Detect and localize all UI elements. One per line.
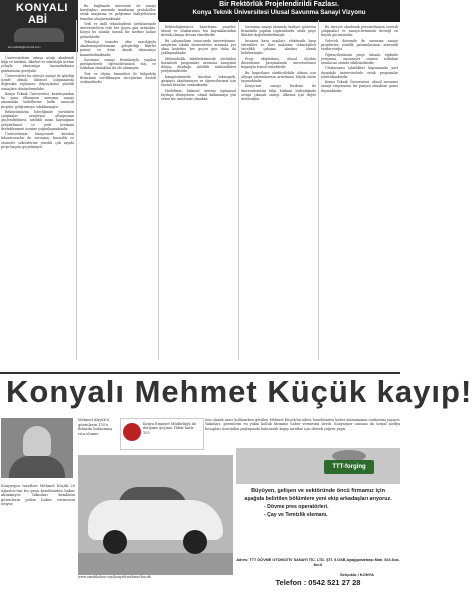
- article-column-5: [321, 25, 398, 366]
- missing-person-description: Konyaspor taraftarı Mehmet Küçük 28 Ağustos'tan bu yana kendisinden haber alınamıyor. Yakınları kendisini görenlerin polise haber vermesini istiyor.: [1, 484, 75, 507]
- missing-person-photo: [1, 418, 73, 478]
- paragraph: Bu bağlamda üniversite ile sanayi kuruluşları arasında imzalanan protokoller, ortak araştırma ve geliştirme faaliyetlerinin temelini oluşturmaktadır.: [80, 4, 156, 21]
- contact-text: Konya Emniyet Müdürlüğü ile iletişime geçiniz. İhbar hattı: 155: [143, 422, 197, 435]
- article-headline: [158, 0, 400, 22]
- paragraph: Rektörümüzün liderliğinde yürütülen çalışmalar; araştırma altyapısının güçlendirilmesi, nitelikli insan kaynağının yetiştirilmesi ve yerli üretimin desteklenmesi üzerine yoğunlaşmaktadır.: [1, 110, 74, 131]
- paragraph: İnsansız hava araçları, elektronik harp sistemleri ve ileri malzeme teknolojileri öncelikli çalışma alanları olarak belirlenmiştir.: [241, 38, 316, 56]
- road: [78, 553, 233, 575]
- paragraph: Kampüsümüzde kurulan teknopark, girişimci akademisyen ve öğrencilerimiz için önemli fırsatlar sunmaktadır.: [161, 74, 236, 88]
- paragraph: Rektörlüğümüzce hazırlanan projeler, ulusal ve uluslararası fon kaynaklarından destek almaya devam etmektedir.: [161, 25, 236, 38]
- ad-bullet: - Çay ve Temizlik elemanı.: [264, 512, 328, 518]
- paragraph: Test ve ölçüm hizmetleri ile bölgedeki firmaların sertifikasyon süreçlerine destek verilmektedir.: [80, 71, 156, 85]
- article-column-1: [1, 56, 74, 368]
- car-wheel: [103, 530, 127, 554]
- paragraph: Üniversitemiz bünyesinde kurulan laboratuvarlar ile savunma, havacılık ve otomotiv sektörlerine yönelik çok sayıda proje hayata geçirilmiştir.: [1, 132, 74, 149]
- news-paragraph: Son olarak aracı kullanırken görülen Mehmet Küçük'ün ailesi, kendisinden haber alamamanın endişesini yaşıyor. Yakınları, görenlerin en yakın kolluk birimine haber vermesini istedi. Konyaspor camiası da sosyal medya hesapları üzerinden paylaşımda bulunarak kayıp taraftar için destek çağrısı yaptı.: [205, 418, 400, 431]
- paragraph: Mühendislik fakültelerimizde yürütülen lisansüstü programlar, savunma sanayinin ihtiyaç duyduğu nitelikli mühendisleri yetiştirmektedir.: [161, 56, 236, 74]
- ad-city: Selçuklu / KONYA: [340, 572, 374, 577]
- paragraph: Üniversitelerin ortaya attığı akademik bilgi ve birikimi, fikirleri ve teknolojik üretim yoluyla ekonomiye kazandırılması günümüzün gereğidir.: [1, 56, 74, 73]
- headline-line2: Konya Teknik Üniversitesi Ulusal Savunma Sanayi Vizyonu: [192, 9, 366, 16]
- ad-line2: aşağıda belirtilen bölümlere yeni ekip arkadaşları arıyoruz.: [244, 496, 392, 502]
- article-column-4: [241, 25, 316, 366]
- paragraph: Öğrencilerimizin proje tabanlı eğitimle yetişmesi, mezuniyet sonrası istihdam oranlarını olumlu etkilemektedir.: [321, 52, 398, 65]
- ad-body: [236, 488, 400, 519]
- photo-caption: www.ornekhaber.com/konyali-mehmet-kucuk: [78, 575, 151, 579]
- person-head: [23, 426, 51, 456]
- ad-header-image: [236, 448, 400, 484]
- columnist-logo: [0, 0, 78, 52]
- column-divider: [238, 20, 239, 360]
- column-divider: [318, 20, 319, 360]
- paragraph: Savunma sanayi alanında faaliyet gösteren firmalarla yapılan toplantılarda ortak proje fikirleri değerlendirilmiştir.: [241, 25, 316, 38]
- logo-email: konyaliabi@hotmail.com: [8, 45, 41, 49]
- ad-address: Adres: TTT DÖVME OTOMOTİV SANAYİ TİC. LTD. ŞTİ. 5.OSB Ayağıpınarbaşı Mah. 523.Sok. No:6: [236, 558, 400, 567]
- logo-line2: ABİ: [28, 14, 47, 26]
- paragraph: Teknoloji transfer ofisi aracılığıyla akademisyenlerimizin geliştirdiği fikirler patent ve ürün olarak ekonomiye kazandırılmaktadır.: [80, 40, 156, 57]
- paragraph: Bu süreçte akademik personelimizin özverili çalışmaları ve sanayicilerimizin desteği en büyük gücümüzdür.: [321, 25, 398, 38]
- missing-person-note: Mehmet Küçük'ü görenlerin 155'e ihbarda bulunması rica olunur.: [78, 418, 113, 436]
- headline-line1: Bir Rektörlük Projelendirildi Fazlası.: [219, 1, 339, 8]
- article-column-2: [80, 4, 156, 366]
- paragraph: Üniversiteler bu süreçte sanayi ile işbirliği içinde olmalı, bilimsel çalışmalarını doğrudan toplumun ihtiyaçlarına yönelik sonuçlara dönüştürmelidir.: [1, 74, 75, 91]
- paragraph: Gelecek dönemde de savunma sanayi projelerine yönelik yatırımlarımızı artırarak sürdüreceğiz.: [321, 38, 398, 52]
- paragraph: Bu başarıların sürdürülebilir olması için altyapı yatırımlarının artırılması büyük önem taşımaktadır.: [241, 70, 316, 83]
- paragraph: Yerli ve milli teknolojilerin üretilmesinde üniversitelerin rolü her geçen gün artmakta, Konya bu alanda önemli bir merkez haline gelmektedir.: [80, 22, 156, 39]
- car-wheel: [183, 530, 207, 554]
- police-logo-icon: [123, 423, 141, 441]
- paragraph: Uluslararası işbirlikleri kapsamında yurt dışındaki üniversitelerle ortak programlar yürütülmektedir.: [321, 66, 398, 79]
- job-advertisement: [236, 448, 400, 594]
- person-shoulders: [9, 456, 65, 478]
- column-divider: [158, 20, 159, 360]
- paragraph: Konya'nın sanayi birikimi ile üniversitemizin bilgi birikimi birleştiğinde ortaya çıkacak sinerji, ülkemiz için değer üretecektir.: [241, 84, 316, 101]
- column-divider: [76, 20, 77, 360]
- article-column-3: [161, 25, 236, 366]
- ad-bullet: - Dövme pres operatörleri.: [264, 504, 329, 510]
- paragraph: Bu çalışmaların sonucunda üniversitemiz, araştırma odaklı üniversiteler arasında yer alma hedefine her geçen gün daha da yaklaşmaktadır.: [161, 38, 236, 56]
- ad-phone: Telefon : 0542 521 27 28: [275, 578, 361, 587]
- paragraph: Konya Teknik Üniversitesi, kuruluşundan bu yana ülkemizin savunma sanayi alanındaki hedeflerine katkı sunacak projeler geliştirmeye odaklanmıştır.: [1, 92, 74, 109]
- ad-line1: Büyüyen, gelişen ve sektöründe öncü firmamız için: [251, 488, 385, 494]
- logo-line1: KONYALI: [16, 2, 68, 14]
- paragraph: Hedefimiz, bilimsel üretimi toplumsal faydaya dönüştüren, ulusal kalkınmaya yön veren bir üniversite olmaktır.: [161, 88, 236, 101]
- paragraph: Savunma sanayi firmalarıyla yapılan görüşmelerde öğrencilerimizin staj ve istihdam olanakları da ele alınmıştır.: [80, 58, 156, 71]
- paragraph: Konya Teknik Üniversitesi, ulusal savunma sanayi vizyonunun bir parçası olmaktan gurur duymaktadır.: [321, 80, 398, 93]
- contact-box: [120, 418, 204, 450]
- avatar: [14, 28, 64, 42]
- paragraph: Proje ekiplerimiz, ulusal ölçekte düzenlenen yarışmalarda üniversitemizi başarıyla temsil etmektedir.: [241, 56, 316, 70]
- car-photo: [78, 455, 233, 575]
- missing-person-title: Konyalı Mehmet Küçük kayıp!: [6, 374, 472, 409]
- company-logo: TTT-forging: [324, 460, 374, 474]
